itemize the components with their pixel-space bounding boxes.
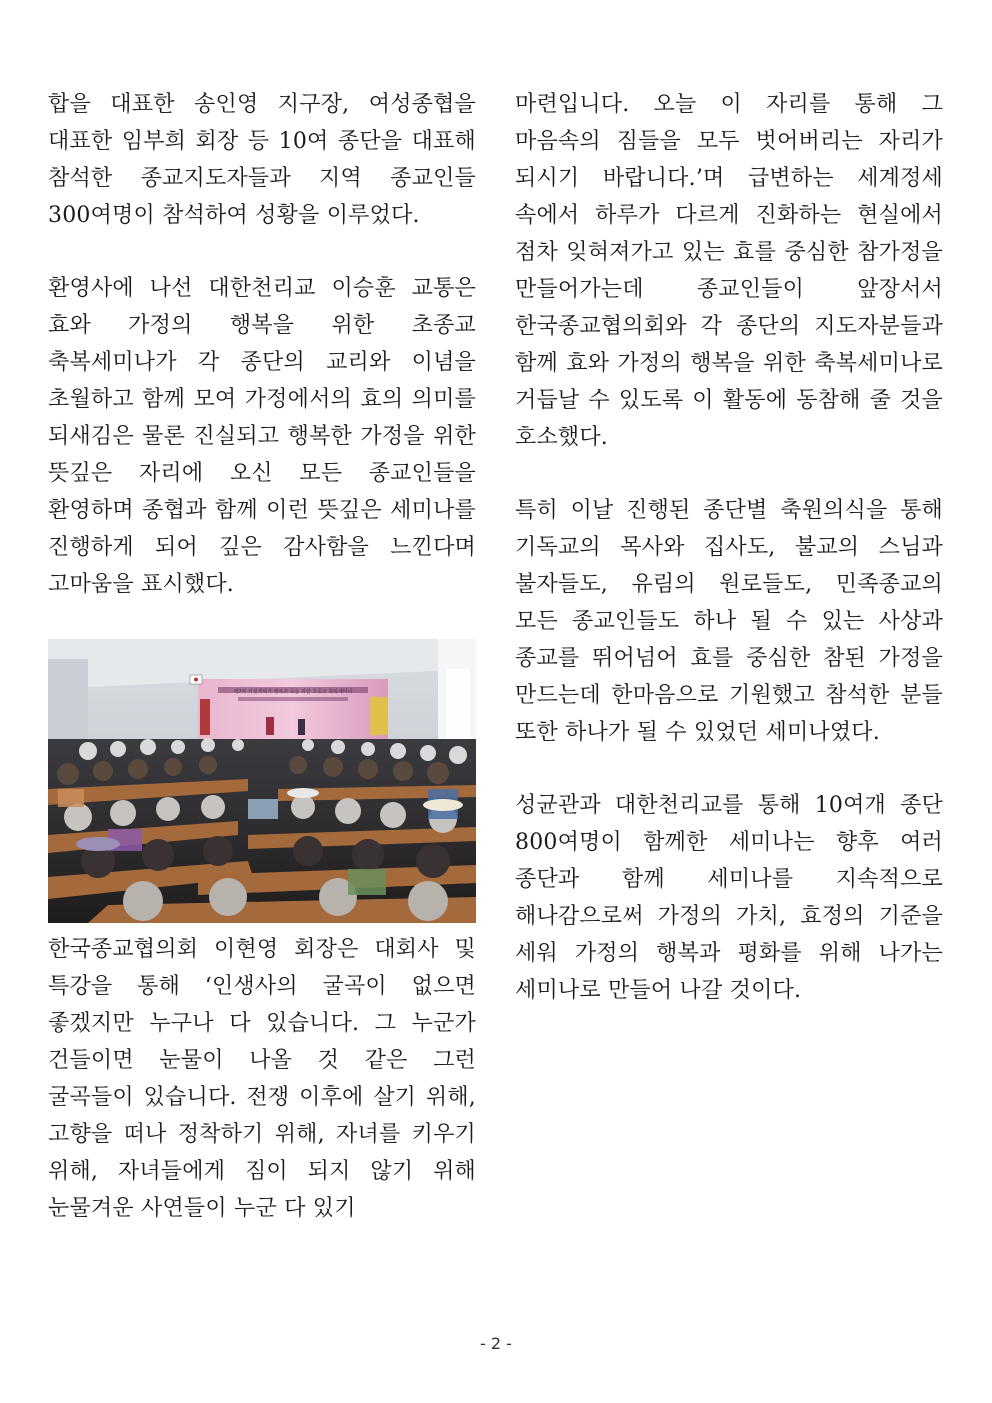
paragraph: 한국종교협의회 이현영 회장은 대회사 및 특강을 통해 ‘인생사의 굴곡이 없으면 좋겠지만 누구나 다 있습니다. 그 누군가 건들이면 눈물이 나올 것 같은 그런 굴곡들이 있습니다. 전쟁 이후에 살기 위해, 고향을 떠나 정착하기 위해, 자녀를 키우기 위해, 자녀들에게 짐이 되지 않기 위해 눈물겨운 사연들이 누군 다 있기 bbox=[48, 937, 476, 1221]
paragraph: 특히 이날 진행된 종단별 축원의식을 통해 기독교의 목사와 집사도, 불교의 스님과 불자들도, 유림의 원로들도, 민족종교의 모든 종교인들도 하나 될 수 있는 사상과 종교를 뛰어넘어 효를 중심한 참된 가정을 만드는데 한마음으로 기원했고 참석한 분들 또한 하나가 될 수 있었던 세미나였다. bbox=[515, 498, 943, 745]
right-column bbox=[515, 86, 943, 1045]
paragraph: 환영사에 나선 대한천리교 이승훈 교통은 효와 가정의 행복을 위한 초종교 축복세미나가 각 종단의 교리와 이념을 초월하고 함께 모여 가정에서의 효의 의미를 되새김은 물론 진실되고 행복한 가정을 위한 뜻깊은 자리에 오신 모든 종교인들을 환영하며 종협과 함께 이런 뜻깊은 세미나를 진행하게 되어 깊은 감사함을 느낀다며 고마움을 표시했다. bbox=[48, 276, 476, 597]
page-number: - 2 - bbox=[480, 1334, 512, 1353]
banner-text: 제7차 가정개혁가 행복과 효를 위한 초종교 축복세미나 bbox=[233, 689, 353, 695]
paragraph: 성균관과 대한천리교를 통해 10여개 종단 800여명이 함께한 세미나는 향후 여러 종단과 함께 세미나를 지속적으로 해나감으로써 가정의 가치, 효정의 기준을 세워 가정의 행복과 평화를 위해 나가는 세미나로 만들어 나갈 것이다. bbox=[515, 793, 943, 1003]
left-column bbox=[48, 86, 476, 1227]
paragraph: 합을 대표한 송인영 지구장, 여성종협을 대표한 임부희 회장 등 10여 종단을 대표해 참석한 종교지도자들과 지역 종교인들 300여명이 참석하여 성황을 이루었다. bbox=[48, 92, 476, 228]
seminar-hall-photo bbox=[48, 639, 476, 923]
paragraph: 마련입니다. 오늘 이 자리를 통해 그 마음속의 짐들을 모두 벗어버리는 자리가 되시기 바랍니다.’며 급변하는 세계정세 속에서 하루가 다르게 진화하는 현실에서 점차 잊혀져가고 있는 효를 중심한 참가정을 만들어가는데 종교인들이 앞장서서 한국종교협의회와 각 종단의 지도자분들과 함께 효와 가정의 행복을 위한 축복세미나로 거듭날 수 있도록 이 활동에 동참해 줄 것을 호소했다. bbox=[515, 92, 943, 450]
